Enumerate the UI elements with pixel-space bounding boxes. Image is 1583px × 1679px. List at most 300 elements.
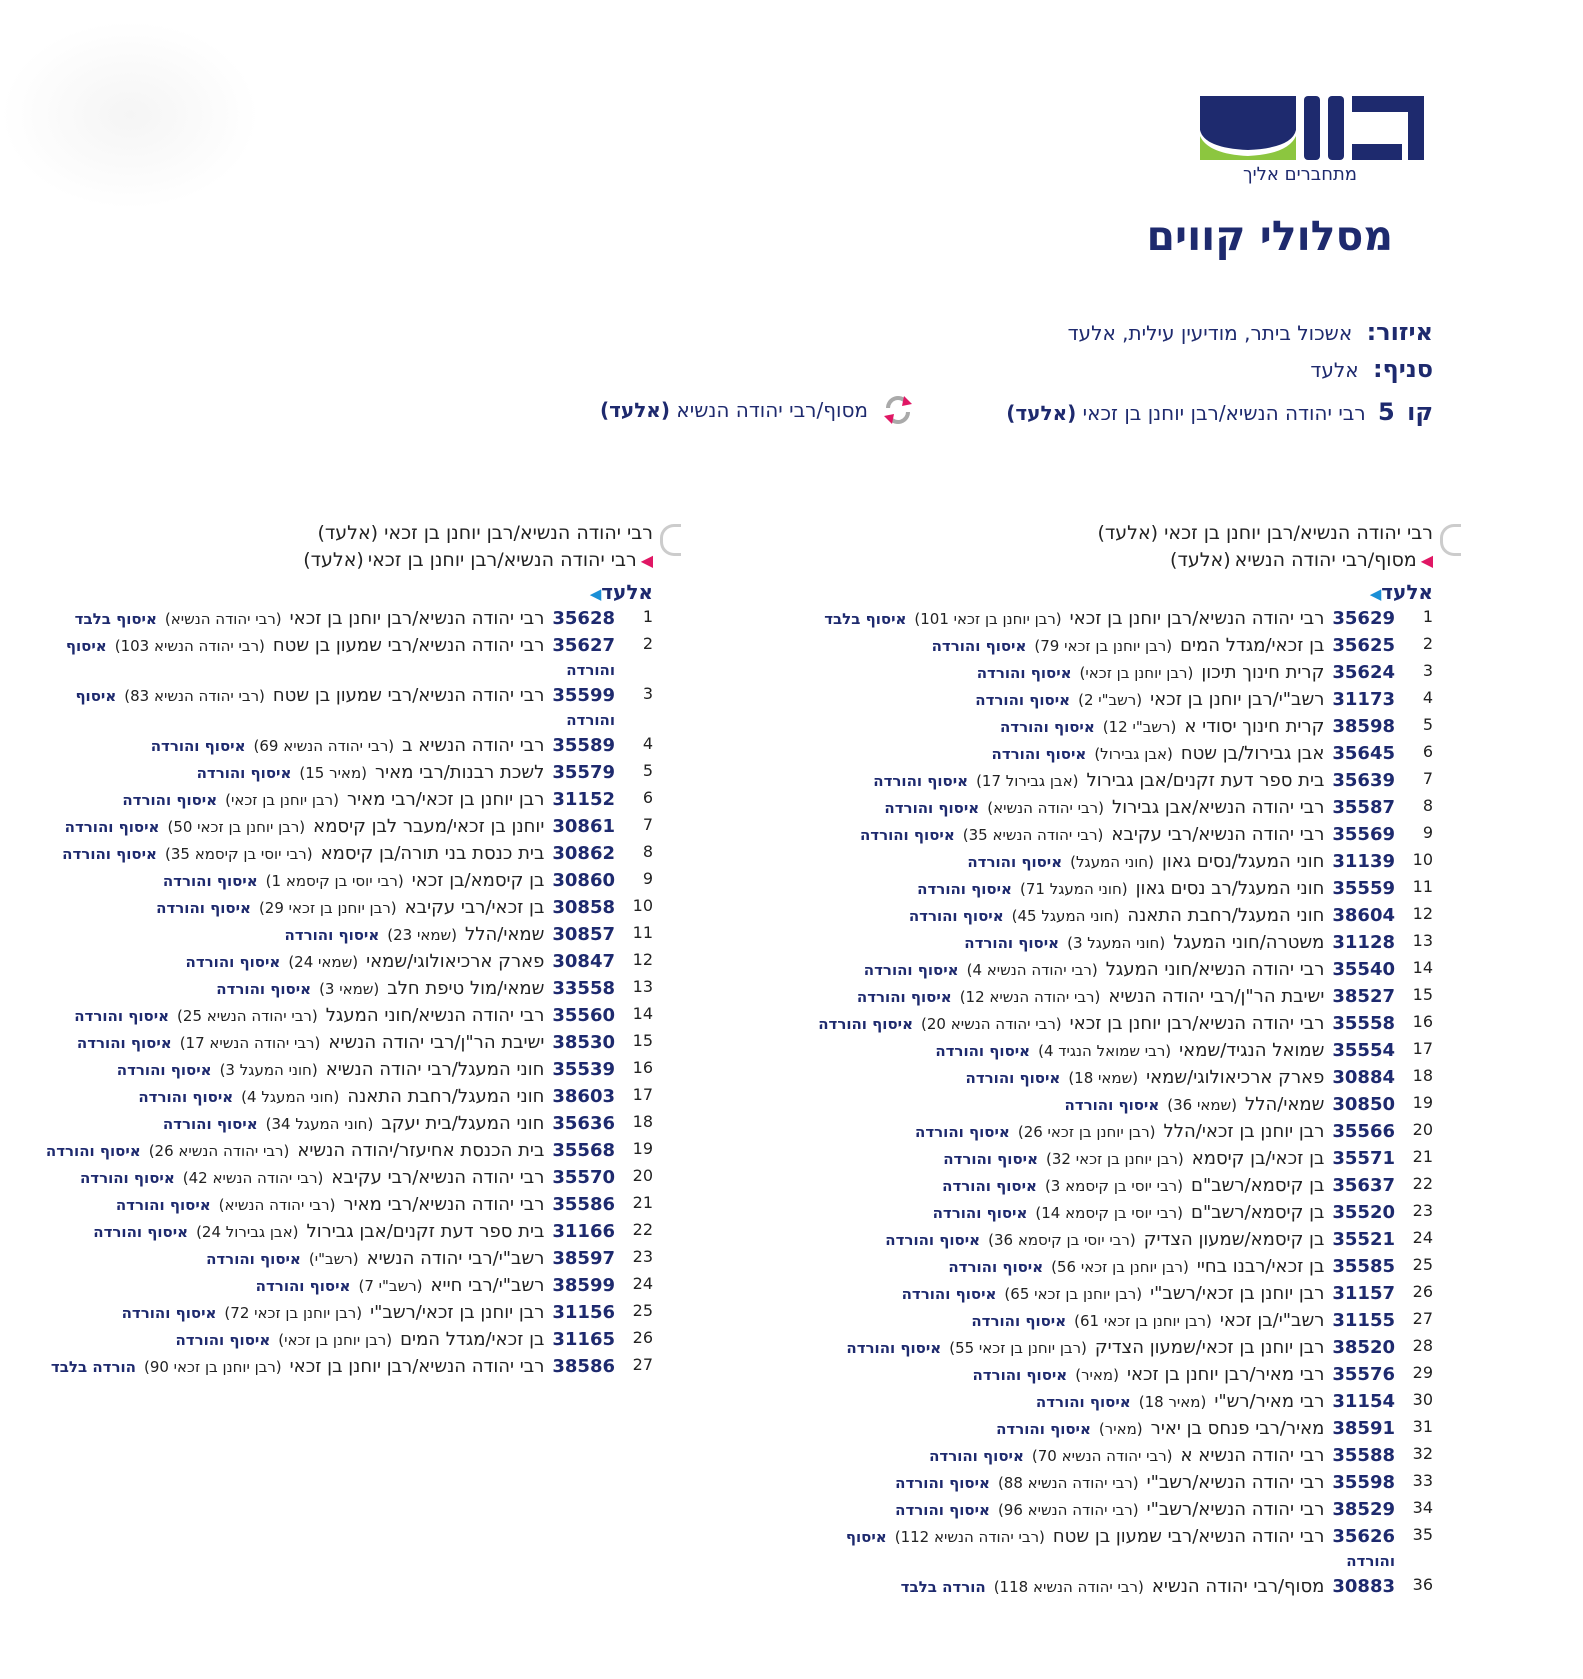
stop-code[interactable]: 30847: [552, 951, 615, 972]
stop-code[interactable]: 38591: [1332, 1418, 1395, 1439]
stop-code[interactable]: 35637: [1332, 1175, 1395, 1196]
stop-name: שמאי/מול טיפת חלב: [387, 978, 545, 999]
stop-code[interactable]: 38604: [1332, 905, 1395, 926]
stop-row: [33, 1083, 653, 1110]
stop-type: איסוף והורדה: [156, 899, 251, 917]
line-destination-name: מסוף/רבי יהודה הנשיא: [676, 398, 868, 422]
stop-name: רבי יהודה הנשיא/רבי שמעון בן שטח: [1052, 1526, 1325, 1547]
stop-code[interactable]: 30862: [552, 843, 615, 864]
stop-type: איסוף והורדה: [859, 826, 955, 844]
stop-row: [33, 1245, 653, 1272]
stop-address: (רבי יהודה הנשיא 26): [148, 1142, 290, 1160]
stop-number: 4: [1422, 688, 1433, 707]
stop-name: רבי יהודה הנשיא/רבי מאיר: [343, 1194, 545, 1215]
stop-number: 13: [1412, 931, 1433, 950]
stop-code[interactable]: 38530: [552, 1032, 615, 1053]
direction-destination: ◀ רבי יהודה הנשיא/רבן יוחנן בן זכאי (אלעד): [303, 547, 653, 574]
stop-address: (חוני המעגל 34): [265, 1115, 374, 1133]
stop-code[interactable]: 35588: [1332, 1445, 1395, 1466]
stop-number: 11: [1412, 877, 1433, 896]
stop-type: איסוף והורדה: [196, 764, 292, 782]
stop-name: רשב"י/רבי חייא: [430, 1275, 545, 1296]
stop-address: (רבי יהודה הנשיא 70): [1031, 1447, 1173, 1465]
stop-code[interactable]: 31155: [1332, 1310, 1395, 1331]
stop-row: [33, 1164, 653, 1191]
stop-address: (רבי יהודה הנשיא 25): [177, 1007, 318, 1025]
stop-number: 36: [1412, 1575, 1433, 1594]
stop-type: איסוף והורדה: [895, 1501, 990, 1519]
stop-type: איסוף והורדה: [965, 1069, 1061, 1087]
stop-number: 27: [632, 1355, 653, 1374]
stop-type: איסוף והורדה: [999, 718, 1095, 736]
stop-number: 2: [1422, 634, 1433, 653]
stop-code[interactable]: 38598: [1332, 716, 1395, 737]
stop-type: איסוף והורדה: [1035, 1393, 1131, 1411]
swap-direction-icon[interactable]: [878, 392, 918, 428]
stop-number: 19: [1412, 1093, 1433, 1112]
stop-code[interactable]: 38527: [1332, 986, 1395, 1007]
stop-code[interactable]: 31165: [552, 1329, 615, 1350]
stop-address: (שמאי 36): [1167, 1096, 1238, 1114]
stop-code[interactable]: 30883: [1332, 1576, 1395, 1597]
stop-name: רבי יהודה הנשיא/רבי עקיבא: [331, 1167, 545, 1188]
stop-type: איסוף והורדה: [175, 1331, 271, 1349]
stop-address: (רבן יוחנן בן זכאי 26): [1017, 1123, 1156, 1141]
stop-name: בן זכאי/מגדל המים: [400, 1329, 545, 1350]
stop-address: (רבן יוחנן בן זכאי 90): [143, 1358, 282, 1376]
stop-code[interactable]: 35598: [1332, 1472, 1395, 1493]
stop-row: [33, 1218, 653, 1245]
stop-name: רבי יהודה הנשיא/רבי שמעון בן שטח: [272, 635, 545, 656]
stop-row: [33, 1110, 653, 1137]
stop-number: 21: [632, 1193, 653, 1212]
stop-address: (רשב"י): [308, 1250, 359, 1268]
stop-address: (רבי יהודה הנשיא 118): [993, 1578, 1144, 1596]
stop-type: איסוף והורדה: [996, 1420, 1091, 1438]
stop-number: 23: [1412, 1201, 1433, 1220]
stop-code[interactable]: 35554: [1332, 1040, 1395, 1061]
stop-number: 7: [642, 815, 653, 834]
stop-code[interactable]: 31166: [552, 1221, 615, 1242]
stop-name: ישיבת הר"ן/רבי יהודה הנשיא: [328, 1032, 545, 1053]
stop-name: רבי מאיר/רבן יוחנן בן זכאי: [1126, 1364, 1325, 1385]
kavim-logo: [1188, 88, 1433, 198]
stop-name: רבן יוחנן בן זכאי/רשב"י: [1150, 1283, 1325, 1304]
stop-code[interactable]: 35571: [1332, 1148, 1395, 1169]
stop-name: חוני המעגל/בית יעקב: [381, 1113, 545, 1134]
line-label: קו: [1407, 398, 1433, 426]
stop-row: [813, 686, 1433, 713]
stop-code[interactable]: 35559: [1332, 878, 1395, 899]
stop-number: 5: [1422, 715, 1433, 734]
stop-address: (רבי יהודה הנשיא 96): [997, 1501, 1139, 1519]
stop-code[interactable]: 38529: [1332, 1499, 1395, 1520]
stop-code[interactable]: 30850: [1332, 1094, 1395, 1115]
stop-name: אבן גבירול/בן שטח: [1180, 743, 1325, 764]
line-origin: רבי יהודה הנשיא/רבן יוחנן בן זכאי: [1082, 401, 1366, 425]
stop-type: איסוף והורדה: [162, 872, 258, 890]
stop-name: רבי יהודה הנשיא א: [1180, 1445, 1325, 1466]
stop-number: 26: [1412, 1282, 1433, 1301]
stop-row: [813, 605, 1433, 632]
stop-row: [33, 1002, 653, 1029]
stop-code[interactable]: 35624: [1332, 662, 1395, 683]
stop-row: [33, 867, 653, 894]
stop-number: 16: [632, 1058, 653, 1077]
stop-number: 12: [1412, 904, 1433, 923]
stop-name: רבי יהודה הנשיא/רבי שמעון בן שטח: [272, 685, 545, 706]
line-destination: [600, 398, 868, 422]
stop-row: [813, 1307, 1433, 1334]
stop-name: בית ספר דעת זקנים/אבן גבירול: [306, 1221, 545, 1242]
stop-row: [813, 1496, 1433, 1523]
stop-address: (רבי יהודה הנשיא 88): [997, 1474, 1139, 1492]
stop-row: [813, 821, 1433, 848]
stop-name: יוחנן בן זכאי/מעבר לבן קיסמא: [313, 816, 545, 837]
stop-row: [33, 894, 653, 921]
stop-row: [33, 948, 653, 975]
stop-address: (רבי יהודה הנשיא 17): [179, 1034, 321, 1052]
stop-address: (רבן יוחנן בן זכאי): [1079, 664, 1194, 682]
stop-type: איסוף והורדה: [818, 1015, 913, 1033]
stop-address: (מאיר 18): [1138, 1393, 1207, 1411]
stop-code[interactable]: 35558: [1332, 1013, 1395, 1034]
stop-number: 6: [642, 788, 653, 807]
stop-number: 31: [1412, 1417, 1433, 1436]
stop-type: איסוף והורדה: [971, 1312, 1067, 1330]
stop-address: (רבן יוחנן בן זכאי 55): [949, 1339, 1087, 1357]
stop-row: [813, 740, 1433, 767]
stop-name: רבי יהודה הנשיא ב: [402, 735, 545, 756]
stop-code[interactable]: 31128: [1332, 932, 1395, 953]
stop-code[interactable]: 31139: [1332, 851, 1395, 872]
stop-code[interactable]: 30884: [1332, 1067, 1395, 1088]
stop-number: 25: [632, 1301, 653, 1320]
stop-code[interactable]: 30860: [552, 870, 615, 891]
stop-row: [813, 1091, 1433, 1118]
stop-address: (רשב"י 2): [1078, 691, 1143, 709]
stop-type: איסוף והורדה: [929, 1447, 1024, 1465]
stop-number: 32: [1412, 1444, 1433, 1463]
background-watermark: [0, 20, 260, 210]
stop-type: איסוף והורדה: [901, 1285, 997, 1303]
stop-row: [813, 1442, 1433, 1469]
stop-name: רבן יוחנן בן זכאי/הלל: [1163, 1121, 1325, 1142]
stop-number: 3: [642, 684, 653, 703]
stop-row: [813, 1145, 1433, 1172]
stop-code[interactable]: 35625: [1332, 635, 1395, 656]
stop-address: (חוני המעגל 4): [241, 1088, 340, 1106]
stop-row: [813, 659, 1433, 686]
stop-address: (חוני המעגל 3): [219, 1061, 318, 1079]
direction-origin: רבי יהודה הנשיא/רבן יוחנן בן זכאי (אלעד): [1097, 522, 1433, 544]
stop-code[interactable]: 35587: [1332, 797, 1395, 818]
stop-code[interactable]: 35566: [1332, 1121, 1395, 1142]
stop-code[interactable]: 35626: [1332, 1526, 1395, 1547]
stop-row: [813, 1573, 1433, 1600]
stop-number: 30: [1412, 1390, 1433, 1409]
stop-address: (רבי יוסי בן קיסמא 1): [265, 872, 404, 890]
line-from: [1006, 398, 1433, 426]
stop-address: (חוני המעגל 71): [1019, 880, 1128, 898]
stop-name: מסוף/רבי יהודה הנשיא: [1151, 1576, 1325, 1597]
stop-name: קרית חינוך יסודי א: [1184, 716, 1325, 737]
stop-name: בן זכאי/רבנו בחיי: [1196, 1256, 1325, 1277]
stop-type: איסוף והורדה: [943, 1150, 1038, 1168]
stop-row: [33, 632, 653, 682]
area-label: איזור:: [1366, 318, 1433, 346]
stop-address: (רבן יוחנן בן זכאי 32): [1046, 1150, 1184, 1168]
stop-name: בן קיסמא/רשב"ם: [1191, 1175, 1325, 1196]
stop-code[interactable]: 35521: [1332, 1229, 1395, 1250]
stop-type: איסוף והורדה: [64, 818, 160, 836]
stop-row: [813, 1415, 1433, 1442]
stop-type: איסוף והורדה: [976, 664, 1072, 682]
stop-name: משטרה/חוני המעגל: [1173, 932, 1325, 953]
stop-number: 15: [1412, 985, 1433, 1004]
line-destination-city: (אלעד): [599, 398, 670, 422]
stop-type: איסוף והורדה: [1064, 1096, 1160, 1114]
stop-code[interactable]: 35628: [552, 608, 615, 629]
stop-code[interactable]: 35539: [552, 1059, 615, 1080]
stop-row: [813, 794, 1433, 821]
stop-number: 20: [1412, 1120, 1433, 1139]
stop-code[interactable]: 38599: [552, 1275, 615, 1296]
branch-label: סניף:: [1372, 355, 1433, 383]
stop-address: (רבי יוסי בן קיסמא 3): [1044, 1177, 1183, 1195]
stop-name: שמאי/הלל: [1245, 1094, 1325, 1115]
stop-code[interactable]: 30857: [552, 924, 615, 945]
stop-name: רבי יהודה הנשיא/חוני המעגל: [325, 1005, 545, 1026]
page-title: מסלולי קווים: [1146, 212, 1393, 260]
stop-type: איסוף והורדה: [975, 691, 1071, 709]
stop-row: [33, 682, 653, 732]
stop-number: 9: [1422, 823, 1433, 842]
stop-name: בן זכאי/בן קיסמא: [1191, 1148, 1325, 1169]
stop-code[interactable]: 33558: [552, 978, 615, 999]
stop-number: 17: [1412, 1039, 1433, 1058]
stop-name: רשב"י/רבן יוחנן בן זכאי: [1150, 689, 1325, 710]
stop-row: [33, 605, 653, 632]
direction-header: [303, 520, 653, 574]
stop-code[interactable]: 35599: [552, 685, 615, 706]
stop-number: 1: [642, 607, 653, 626]
stop-number: 27: [1412, 1309, 1433, 1328]
stop-number: 21: [1412, 1147, 1433, 1166]
stop-name: רבי יהודה הנשיא/רבן יוחנן בן זכאי: [1069, 608, 1325, 629]
stop-code[interactable]: 35636: [552, 1113, 615, 1134]
stop-name: רבי יהודה הנשיא/רבן יוחנן בן זכאי: [289, 608, 545, 629]
stop-name: רבי יהודה הנשיא/רבן יוחנן בן זכאי: [289, 1356, 545, 1377]
stop-row: [33, 813, 653, 840]
stop-row: [813, 1118, 1433, 1145]
stop-address: (רבי יוסי בן קיסמא 36): [988, 1231, 1136, 1249]
stop-number: 12: [632, 950, 653, 969]
stop-address: (רבן יוחנן בן זכאי 101): [914, 610, 1062, 628]
stop-code[interactable]: 31173: [1332, 689, 1395, 710]
stop-number: 26: [632, 1328, 653, 1347]
stop-address: (מאיר): [1098, 1420, 1143, 1438]
stop-number: 14: [632, 1004, 653, 1023]
stop-address: (רבי יהודה הנשיא 42): [182, 1169, 324, 1187]
stop-type: איסוף והורדה: [873, 772, 969, 790]
stop-row: [813, 1523, 1433, 1573]
stop-name: בית ספר דעת זקנים/אבן גבירול: [1086, 770, 1325, 791]
stop-address: (רבי יוסי בן קיסמא 14): [1035, 1204, 1183, 1222]
stop-number: 2: [642, 634, 653, 653]
stop-row: [813, 767, 1433, 794]
stop-type: איסוף והורדה: [62, 845, 157, 863]
stop-row: [813, 1280, 1433, 1307]
stop-code[interactable]: 35520: [1332, 1202, 1395, 1223]
stop-number: 24: [1412, 1228, 1433, 1247]
stop-code[interactable]: 38597: [552, 1248, 615, 1269]
stop-name: רבן יוחנן בן זכאי/רבי מאיר: [346, 789, 545, 810]
stop-type: איסוף והורדה: [884, 799, 980, 817]
stop-address: (רבי יהודה הנשיא 20): [921, 1015, 1062, 1033]
stop-address: (חוני המעגל): [1070, 853, 1154, 871]
stop-row: [33, 759, 653, 786]
stop-address: (אבן גבירול 17): [976, 772, 1079, 790]
stop-code[interactable]: 35540: [1332, 959, 1395, 980]
stop-row: [813, 1064, 1433, 1091]
stop-row: [33, 1272, 653, 1299]
line-origin-city: (אלעד): [1006, 401, 1077, 425]
arrow-left-icon: ◀: [640, 551, 653, 570]
line-number: 5: [1378, 398, 1395, 426]
stop-code[interactable]: 38586: [552, 1356, 615, 1377]
stop-code[interactable]: 35568: [552, 1140, 615, 1161]
stop-type: איסוף והורדה: [162, 1115, 258, 1133]
stop-address: (שמאי 18): [1068, 1069, 1139, 1087]
stop-type: איסוף והורדה: [917, 880, 1012, 898]
stop-number: 24: [632, 1274, 653, 1293]
stop-type: איסוף והורדה: [79, 1169, 175, 1187]
stop-code[interactable]: 35629: [1332, 608, 1395, 629]
stop-address: (רבי יהודה הנשיא 112): [894, 1528, 1045, 1546]
stop-address: (שמאי 23): [387, 926, 458, 944]
stop-address: (מאיר): [1075, 1366, 1119, 1384]
stop-type: איסוף והורדה: [908, 907, 1004, 925]
stop-type: איסוף והורדה: [76, 1034, 172, 1052]
stop-address: (רבי יהודה הנשיא): [164, 610, 282, 628]
city-marker-icon: ◀: [1369, 585, 1382, 603]
stop-type: איסוף והורדה: [185, 953, 281, 971]
stop-name: רבן יוחנן בן זכאי/רשב"י: [370, 1302, 545, 1323]
stop-code[interactable]: 31154: [1332, 1391, 1395, 1412]
stop-address: (רבי יהודה הנשיא): [987, 799, 1104, 817]
stop-code[interactable]: 31156: [552, 1302, 615, 1323]
stop-type: איסוף והורדה: [74, 1007, 170, 1025]
stop-type: איסוף והורדה: [885, 1231, 981, 1249]
stop-row: [813, 1469, 1433, 1496]
stop-row: [813, 1172, 1433, 1199]
stop-row: [813, 1361, 1433, 1388]
stop-address: (חוני המעגל 45): [1011, 907, 1120, 925]
stop-code[interactable]: 31152: [552, 789, 615, 810]
stop-type: איסוף והורדה: [65, 637, 615, 679]
stop-name: רשב"י/רבי יהודה הנשיא: [366, 1248, 545, 1269]
stop-code[interactable]: 35586: [552, 1194, 615, 1215]
stop-code[interactable]: 35569: [1332, 824, 1395, 845]
stop-type: איסוף והורדה: [846, 1339, 942, 1357]
stop-code[interactable]: 35639: [1332, 770, 1395, 791]
stop-address: (חוני המעגל 3): [1067, 934, 1166, 952]
stop-code[interactable]: 35645: [1332, 743, 1395, 764]
direction-header: [1098, 520, 1434, 574]
stop-name: פארק ארכיאולוגי/שמאי: [366, 951, 545, 972]
stop-name: בן קיסמא/שמעון הצדיק: [1143, 1229, 1325, 1250]
city-heading: אלעד◀: [589, 580, 653, 604]
stop-row: [813, 983, 1433, 1010]
stop-code[interactable]: 35579: [552, 762, 615, 783]
stop-type: איסוף והורדה: [915, 1123, 1010, 1141]
info-area-row: [1068, 318, 1433, 346]
stop-name: רבי יהודה הנשיא/רשב"י: [1146, 1499, 1325, 1520]
stop-address: (רבי יהודה הנשיא 83): [124, 687, 265, 705]
stop-number: 34: [1412, 1498, 1433, 1517]
stop-address: (רבי יהודה הנשיא 12): [959, 988, 1101, 1006]
stop-type: הורדה בלבד: [50, 1358, 136, 1376]
stop-name: רבי יהודה הנשיא/רשב"י: [1146, 1472, 1325, 1493]
stop-number: 3: [1422, 661, 1433, 680]
stop-row: [813, 713, 1433, 740]
stop-number: 10: [632, 896, 653, 915]
stop-code[interactable]: 38603: [552, 1086, 615, 1107]
stop-code[interactable]: 35589: [552, 735, 615, 756]
stop-type: איסוף והורדה: [856, 988, 952, 1006]
stop-code[interactable]: 30861: [552, 816, 615, 837]
loop-arrow-icon: [660, 524, 681, 556]
stop-name: לשכת רבנות/רבי מאיר: [374, 762, 545, 783]
stop-address: (רבן יוחנן בן זכאי 72): [224, 1304, 363, 1322]
city-marker-icon: ◀: [589, 585, 602, 603]
stop-type: איסוף והורדה: [967, 853, 1063, 871]
line-row: [599, 398, 1433, 430]
stop-name: רבי יהודה הנשיא/רבן יוחנן בן זכאי: [1069, 1013, 1325, 1034]
stop-code[interactable]: 35627: [552, 635, 615, 656]
stop-number: 13: [632, 977, 653, 996]
logo-tagline: מתחברים אליך: [1242, 164, 1358, 185]
stop-code[interactable]: 35560: [552, 1005, 615, 1026]
stop-row: [33, 975, 653, 1002]
direction-origin: רבי יהודה הנשיא/רבן יוחנן בן זכאי (אלעד): [317, 522, 653, 544]
stop-number: 7: [1422, 769, 1433, 788]
stop-code[interactable]: 38520: [1332, 1337, 1395, 1358]
stop-name: קרית חינוך תיכון: [1201, 662, 1325, 683]
stop-code[interactable]: 35570: [552, 1167, 615, 1188]
stop-number: 18: [1412, 1066, 1433, 1085]
stop-type: איסוף והורדה: [932, 1204, 1028, 1222]
stop-address: (רבן יוחנן בן זכאי 79): [1034, 637, 1173, 655]
stop-address: (רבן יוחנן בן זכאי): [225, 791, 339, 809]
stop-type: איסוף והורדה: [284, 926, 380, 944]
stop-row: [33, 1137, 653, 1164]
stop-address: (אבן גבירול): [1094, 745, 1173, 763]
stop-code[interactable]: 31157: [1332, 1283, 1395, 1304]
stop-address: (רבן יוחנן בן זכאי 56): [1051, 1258, 1189, 1276]
stop-row: [813, 632, 1433, 659]
stop-name: רבן יוחנן בן זכאי/שמעון הצדיק: [1094, 1337, 1325, 1358]
stop-name: רבי יהודה הנשיא/רבי עקיבא: [1111, 824, 1325, 845]
stop-code[interactable]: 30858: [552, 897, 615, 918]
stop-row: [813, 956, 1433, 983]
stop-code[interactable]: 35585: [1332, 1256, 1395, 1277]
stop-address: (רשב"י 7): [358, 1277, 423, 1295]
stop-row: [33, 786, 653, 813]
stop-code[interactable]: 35576: [1332, 1364, 1395, 1385]
stop-number: 25: [1412, 1255, 1433, 1274]
